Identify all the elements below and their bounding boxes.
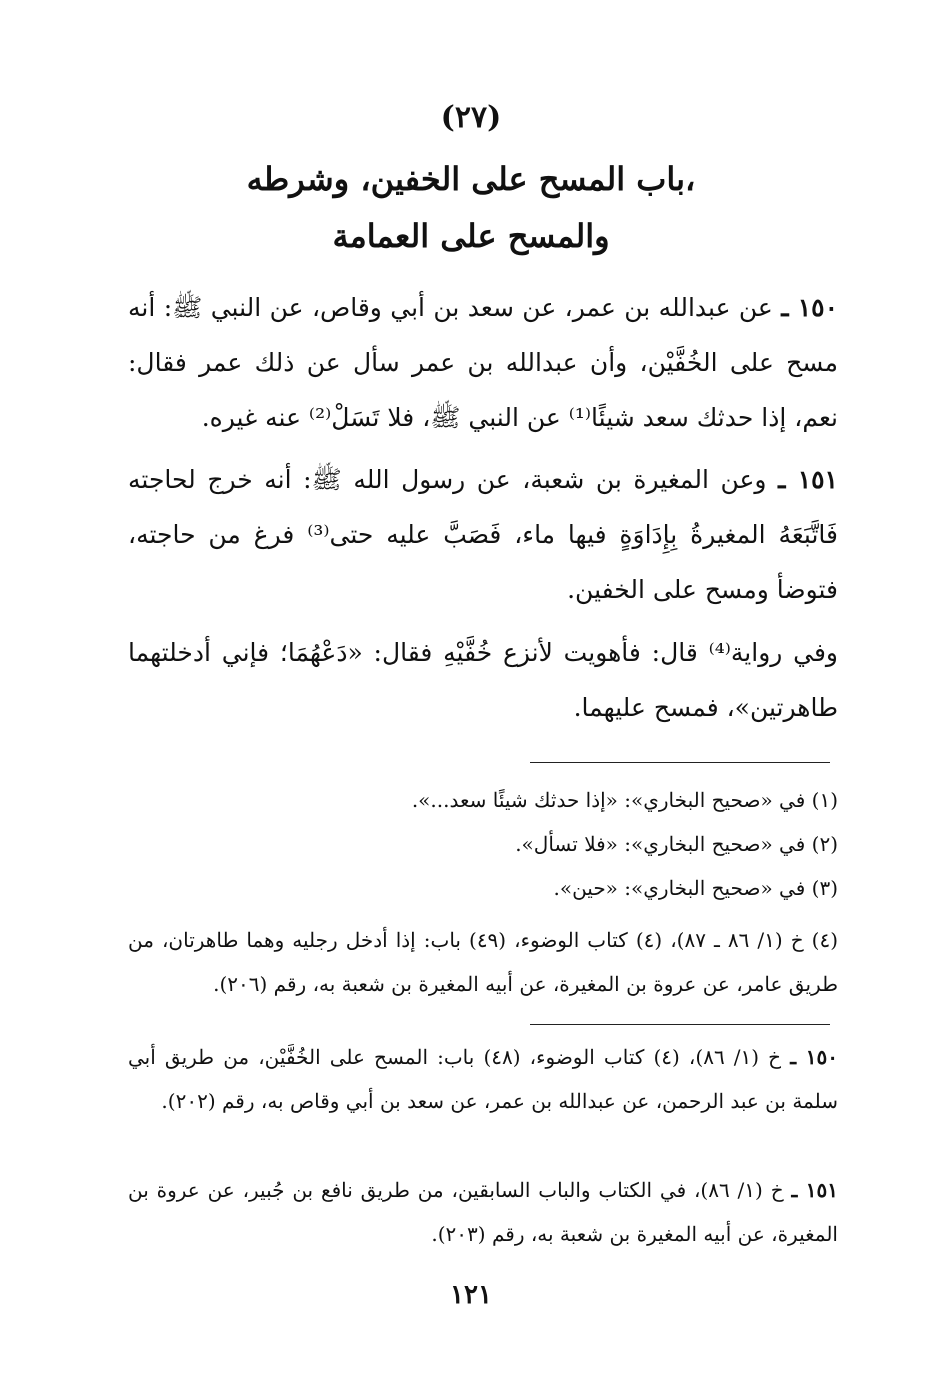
reference-150-text: خ (١/ ٨٦)، (٤) كتاب الوضوء، (٤٨) باب: المسح على الخُفَّيْن، من طريق أبي سلمة بن عبد الرحمن، عن عبدالله بن عمر، عن سعد بن أبي وقاص به، رقم (٢٠٢). [128, 1045, 838, 1113]
footnote-divider [530, 762, 830, 763]
reference-150-number: ١٥٠ ـ [790, 1045, 839, 1069]
hadith-150 [128, 280, 838, 445]
hadith-151-text: وعن المغيرة بن شعبة، عن رسول الله ﷺ: أنه خرج لحاجته فَاتَّبَعَهُ المغيرةُ بِإِدَاوَةٍ فيها ماء، فَصَبَّ عليه حتى⁽³⁾ فرغ من حاجته، فتوضأ ومسح على الخفين. [128, 465, 839, 604]
reference-150 [128, 1035, 838, 1123]
hadith-151 [128, 452, 838, 617]
chapter-title-line-1: باب المسح على الخفين، وشرطه، [246, 160, 696, 198]
footnote-1: (١) في «صحيح البخاري»: «إذا حدثك شيئًا سعد...». [411, 788, 838, 812]
chapter-title-line-2: والمسح على العمامة [332, 217, 610, 255]
reference-151 [128, 1168, 838, 1256]
reference-151-number: ١٥١ ـ [791, 1178, 838, 1202]
footnote-3: (٣) في «صحيح البخاري»: «حين». [553, 876, 838, 900]
page-number: ١٢١ [450, 1280, 492, 1310]
reference-151-text: خ (١/ ٨٦)، في الكتاب والباب السابقين، من طريق نافع بن جُبير، عن عروة بن المغيرة، عن أبيه المغيرة بن شعبة به، رقم (٢٠٣). [128, 1178, 838, 1246]
chapter-number: (٢٧) [440, 100, 502, 135]
hadith-150-number: ١٥٠ ـ [781, 293, 839, 322]
references-divider [530, 1024, 830, 1025]
footnote-2: (٢) في «صحيح البخاري»: «فلا تسأل». [515, 832, 838, 856]
hadith-151-variant: وفي رواية⁽⁴⁾ قال: فأهويت لأنزع خُفَّيْهِ فقال: «دَعْهُمَا؛ فإني أدخلتهما طاهرتين»، فمسح عليهما. [128, 638, 839, 722]
footnote-4: (٤) خ (١/ ٨٦ ـ ٨٧)، (٤) كتاب الوضوء، (٤٩) باب: إذا أدخل رجليه وهما طاهرتان، من طريق عامر، عن عروة بن المغيرة، عن أبيه المغيرة بن شعبة به، رقم (٢٠٦). [128, 928, 839, 996]
hadith-151-number: ١٥١ ـ [778, 465, 838, 494]
hadith-150-text: عن عبدالله بن عمر، عن سعد بن أبي وقاص، عن النبي ﷺ: أنه مسح على الخُفَّيْن، وأن عبدالله بن عمر سأل عن ذلك عمر فقال: نعم، إذا حدثك سعد شيئًا⁽¹⁾ عن النبي ﷺ، فلا تَسَلْ⁽²⁾ عنه غيره. [128, 293, 838, 432]
